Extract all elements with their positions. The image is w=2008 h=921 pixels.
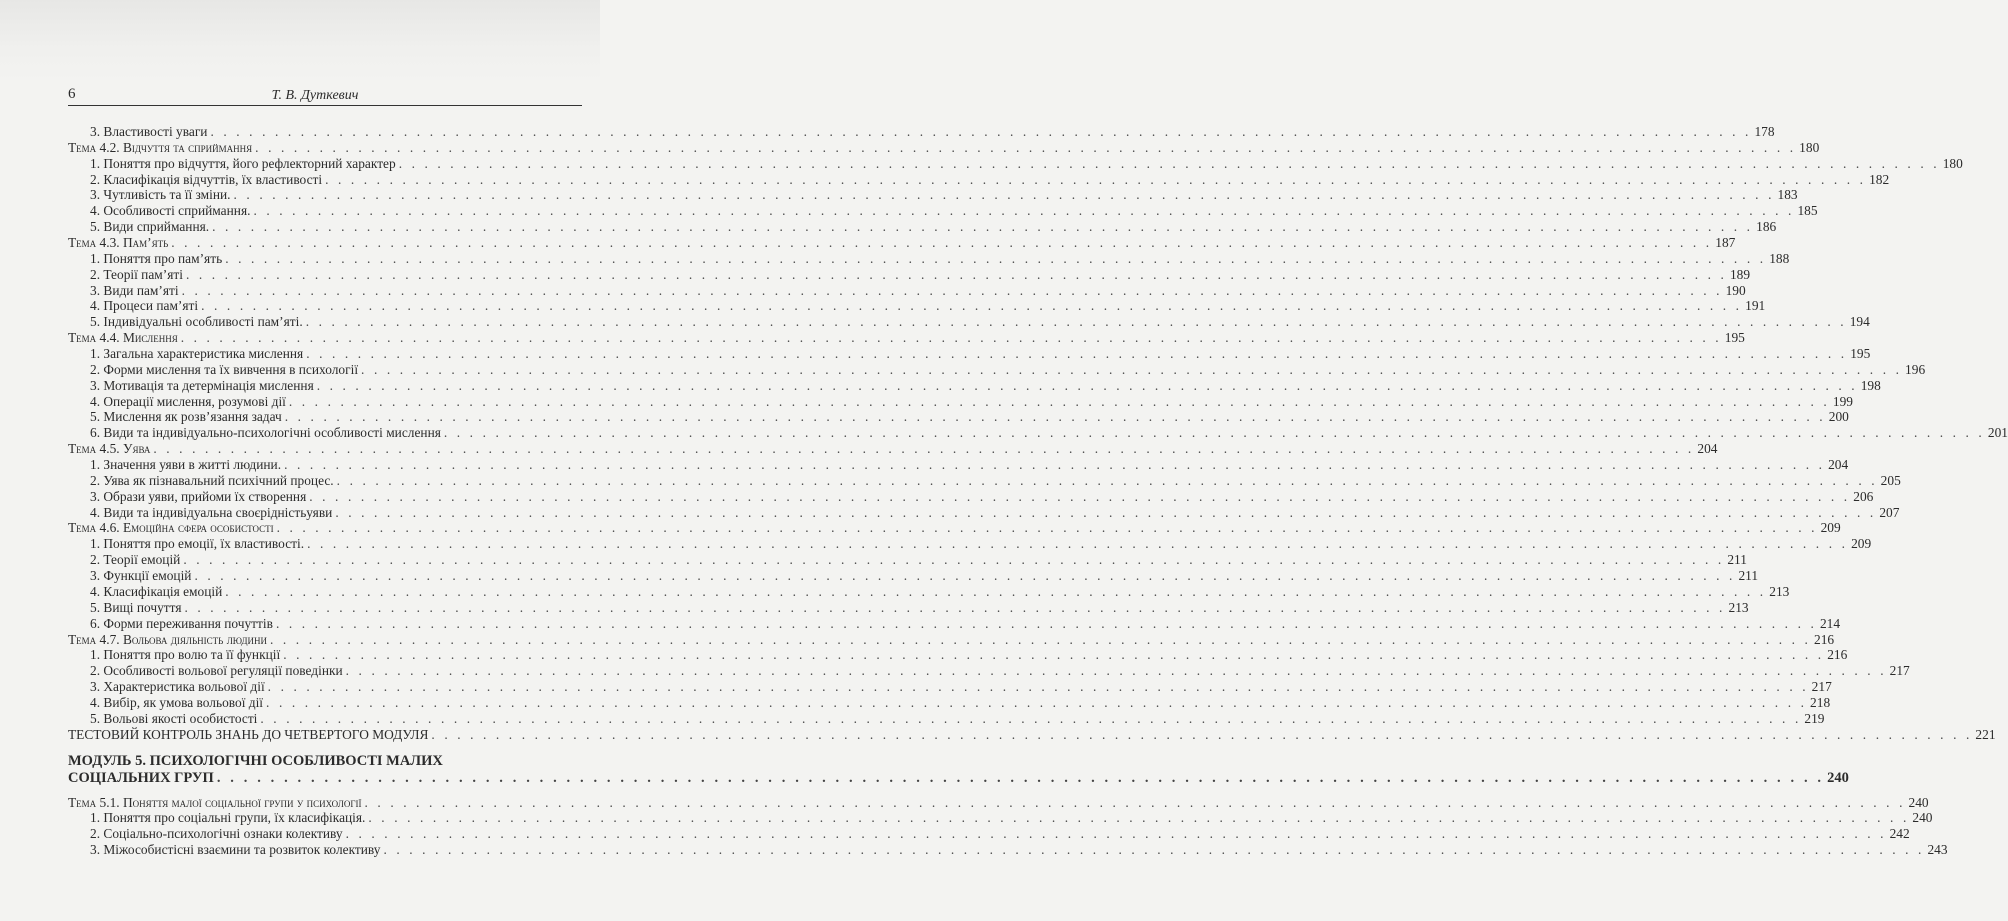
module-title-line2: СОЦІАЛЬНИХ ГРУП [68,769,214,786]
toc-subentry[interactable] [68,810,1933,826]
toc-subentry[interactable] [68,346,1871,362]
dot-leader: . . . . . . . . . . . . . . . . . . . . . . . . . . . . . . . . . . . . . . . . . . . . . . . . . . . . . . . . . . . . . . . . . . . . . . . . . . . . . . . . . . . . . . . . . . . . . . . . . . . . . . . . . . . . . . . . . . . . . . . . [364,794,1906,810]
dot-leader: . . . . . . . . . . . . . . . . . . . . . . . . . . . . . . . . . . . . . . . . . . . . . . . . . . . . . . . . . . . . . . . . . . . . . . . . . . . . . . . . . . . . . . . . . . . . . . . . . . . . . . . . . . . . . . . . . . . . . . . . [275,615,1817,631]
entry-title: 2. Особливості вольової регуляції поведінки [90,663,343,679]
page-number: 6 [68,86,76,102]
dot-leader: . . . . . . . . . . . . . . . . . . . . . . . . . . . . . . . . . . . . . . . . . . . . . . . . . . . . . . . . . . . . . . . . . . . . . . . . . . . . . . . . . . . . . . . . . . . . . . . . . . . . . . . . . . . . . . . . . . . . . . . . [267,679,1809,695]
entry-page: 204 [1828,457,1849,473]
dot-leader: . . . . . . . . . . . . . . . . . . . . . . . . . . . . . . . . . . . . . . . . . . . . . . . . . . . . . . . . . . . . . . . . . . . . . . . . . . . . . . . . . . . . . . . . . . . . . . . . . . . . . . . . . . . . . . . . . . . . . . . . [383,842,1925,858]
dot-leader: . . . . . . . . . . . . . . . . . . . . . . . . . . . . . . . . . . . . . . . . . . . . . . . . . . . . . . . . . . . . . . . . . . . . . . . . . . . . . . . . . . . . . . . . . . . . . . . . . . . . . . . . . . . . . . . . . . . . . . . . [194,568,1736,584]
entry-page: 214 [1819,615,1841,631]
entry-title: ТЕСТОВИЙ КОНТРОЛЬ ЗНАНЬ ДО ЧЕТВЕРТОГО МОДУЛЯ [68,726,429,742]
dot-leader: . . . . . . . . . . . . . . . . . . . . . . . . . . . . . . . . . . . . . . . . . . . . . . . . . . . . . . . . . . . . . . . . . . . . . . . . . . . . . . . . . . . . . . . . . . . . . . . . . . . . . . . . . . . . . . . . . . . . . . . . [305,314,1847,330]
toc-subentry[interactable] [68,377,1881,394]
toc-subentry[interactable] [68,679,1832,695]
entry-title: Тема 4.7. Вольова діяльність людини [68,631,268,647]
toc-topic-entry[interactable] [68,631,1835,648]
dot-leader: . . . . . . . . . . . . . . . . . . . . . . . . . . . . . . . . . . . . . . . . . . . . . . . . . . . . . . . . . . . . . . . . . . . . . . . . . . . . . . . . . . . . . . . . . . . . . . . . . . . . . . . . . . . . . . . . . . . . . . . . [284,409,1826,425]
dot-leader: . . . . . . . . . . . . . . . . . . . . . . . . . . . . . . . . . . . . . . . . . . . . . . . . . . . . . . . . . . . . . . . . . . . . . . . . . . . . . . . . . . . . . . . . . . . . . . . . . . . . . . . . . . . . . . . . . . . . . . . . [181,282,1723,298]
table-of-contents [68,124,2008,858]
toc-list-module-4 [68,124,2008,743]
entry-page: 240 [1912,810,1933,826]
entry-page: 200 [1828,409,1849,425]
toc-topic-entry[interactable] [68,139,1820,156]
entry-page: 195 [1850,346,1871,362]
entry-title: 5. Мислення як розв’язання задач [90,409,282,425]
toc-subentry[interactable] [68,298,1766,314]
entry-page: 209 [1851,536,1872,552]
dot-leader: . . . . . . . . . . . . . . . . . . . . . . . . . . . . . . . . . . . . . . . . . . . . . . . . . . . . . . . . . . . . . . . . . . . . . . . . . . . . . . . . . . . . . . . . . . . . . . . . . . . . . . . . . . . . . . . . . . . . . . . . [306,346,1848,362]
toc-subentry[interactable] [68,615,1841,632]
entry-page: 213 [1769,583,1790,599]
toc-subentry[interactable] [68,826,1910,842]
dot-leader: . . . . . . . . . . . . . . . . . . . . . . . . . . . . . . . . . . . . . . . . . . . . . . . . . . . . . . . . . . . . . . . . . . . . . . . . . . . . . . . . . . . . . . . . . . . . . . . . . . . . . . . . . . . . . . . . . . . . . . . . [180,330,1722,346]
entry-page: 195 [1724,330,1745,346]
entry-page: 221 [1975,726,1996,742]
entry-title: 3. Властивості уваги [90,124,208,139]
entry-page: 180 [1942,155,1963,171]
toc-topic-entry[interactable] [68,441,1718,457]
entry-title: 2. Теорії емоцій [90,552,181,568]
entry-page: 205 [1880,472,1901,488]
entry-title: 5. Індивідуальні особливості пам’яті. [90,314,303,330]
toc-subentry[interactable] [68,250,1790,267]
toc-subentry[interactable] [68,552,1747,568]
dot-leader: . . . . . . . . . . . . . . . . . . . . . . . . . . . . . . . . . . . . . . . . . . . . . . . . . . . . . . . . . . . . . . . . . . . . . . . . . . . . . . . . . . . . . . . . . . . . . . . . . . . . . . . . . . . . . . . . . . . . . . . . [284,457,1826,473]
dot-leader: . . . . . . . . . . . . . . . . . . . . . . . . . . . . . . . . . . . . . . . . . . . . . . . . . . . . . . . . . . . . . . . . . . . . . . . . . . . . . . . . . . . . . . . . . . . . . . . . . . . . . . . . . . . . . . . . . . . . . . . . [216,769,1825,786]
module-title-line1: МОДУЛЬ 5. ПСИХОЛОГІЧНІ ОСОБЛИВОСТІ МАЛИХ [68,752,443,769]
entry-title: 1. Загальна характеристика мислення [90,346,304,362]
entry-page: 242 [1889,826,1910,842]
toc-topic-entry[interactable] [68,520,1841,536]
toc-subentry[interactable] [68,124,1775,140]
toc-subentry[interactable] [68,457,1849,473]
entry-page: 206 [1853,488,1874,504]
toc-subentry[interactable] [68,536,1872,552]
entry-page: 187 [1715,235,1736,251]
toc-subentry[interactable] [68,203,1818,219]
entry-title: 3. Чутливість та її зміни. [90,187,231,203]
entry-title: 1. Поняття про емоції, їх властивості. [90,536,305,552]
dot-leader: . . . . . . . . . . . . . . . . . . . . . . . . . . . . . . . . . . . . . . . . . . . . . . . . . . . . . . . . . . . . . . . . . . . . . . . . . . . . . . . . . . . . . . . . . . . . . . . . . . . . . . . . . . . . . . . . . . . . . . . . [336,472,1878,488]
dot-leader: . . . . . . . . . . . . . . . . . . . . . . . . . . . . . . . . . . . . . . . . . . . . . . . . . . . . . . . . . . . . . . . . . . . . . . . . . . . . . . . . . . . . . . . . . . . . . . . . . . . . . . . . . . . . . . . . . . . . . . . . [398,155,1940,171]
toc-subentry[interactable] [68,663,1910,679]
entry-title: 3. Мотивація та детермінація мислення [90,377,314,393]
entry-title: 3. Образи уяви, прийоми їх створення [90,488,307,504]
toc-subentry[interactable] [68,568,1759,584]
entry-title: 1. Значення уяви в житті людини. [90,457,282,473]
dot-leader: . . . . . . . . . . . . . . . . . . . . . . . . . . . . . . . . . . . . . . . . . . . . . . . . . . . . . . . . . . . . . . . . . . . . . . . . . . . . . . . . . . . . . . . . . . . . . . . . . . . . . . . . . . . . . . . . . . . . . . . . [307,536,1849,552]
toc-subentry[interactable] [68,314,1870,330]
entry-page: 218 [1810,694,1831,710]
dot-leader: . . . . . . . . . . . . . . . . . . . . . . . . . . . . . . . . . . . . . . . . . . . . . . . . . . . . . . . . . . . . . . . . . . . . . . . . . . . . . . . . . . . . . . . . . . . . . . . . . . . . . . . . . . . . . . . . . . . . . . . . [253,203,1795,219]
entry-title: Тема 4.2. Відчуття та сприймання [68,139,253,155]
dot-leader: . . . . . . . . . . . . . . . . . . . . . . . . . . . . . . . . . . . . . . . . . . . . . . . . . . . . . . . . . . . . . . . . . . . . . . . . . . . . . . . . . . . . . . . . . . . . . . . . . . . . . . . . . . . . . . . . . . . . . . . . [185,266,1727,282]
dot-leader: . . . . . . . . . . . . . . . . . . . . . . . . . . . . . . . . . . . . . . . . . . . . . . . . . . . . . . . . . . . . . . . . . . . . . . . . . . . . . . . . . . . . . . . . . . . . . . . . . . . . . . . . . . . . . . . . . . . . . . . . [153,441,1695,457]
entry-page: 199 [1832,393,1853,409]
running-header-author: Т. В. Дуткевич [271,88,359,103]
toc-subentry[interactable] [68,599,1749,616]
toc-subentry[interactable] [68,842,1948,858]
entry-title: 3. Види пам’яті [90,282,179,298]
entry-title: 2. Соціально-психологічні ознаки колективу [90,826,343,842]
toc-subentry[interactable] [68,171,1890,188]
entry-title: 4. Класифікація емоцій [90,583,223,599]
dot-leader: . . . . . . . . . . . . . . . . . . . . . . . . . . . . . . . . . . . . . . . . . . . . . . . . . . . . . . . . . . . . . . . . . . . . . . . . . . . . . . . . . . . . . . . . . . . . . . . . . . . . . . . . . . . . . . . . . . . . . . . . [345,663,1887,679]
entry-title: 5. Вищі почуття [90,599,182,615]
dot-leader: . . . . . . . . . . . . . . . . . . . . . . . . . . . . . . . . . . . . . . . . . . . . . . . . . . . . . . . . . . . . . . . . . . . . . . . . . . . . . . . . . . . . . . . . . . . . . . . . . . . . . . . . . . . . . . . . . . . . . . . . [316,377,1858,393]
toc-subentry[interactable] [68,393,1853,410]
entry-title: 2. Теорії пам’яті [90,266,183,282]
entry-page: 183 [1777,187,1798,203]
entry-page: 217 [1811,679,1832,695]
dot-leader: . . . . . . . . . . . . . . . . . . . . . . . . . . . . . . . . . . . . . . . . . . . . . . . . . . . . . . . . . . . . . . . . . . . . . . . . . . . . . . . . . . . . . . . . . . . . . . . . . . . . . . . . . . . . . . . . . . . . . . . . [212,219,1754,235]
toc-subentry[interactable] [68,282,1746,299]
dot-leader: . . . . . . . . . . . . . . . . . . . . . . . . . . . . . . . . . . . . . . . . . . . . . . . . . . . . . . . . . . . . . . . . . . . . . . . . . . . . . . . . . . . . . . . . . . . . . . . . . . . . . . . . . . . . . . . . . . . . . . . . [270,631,1812,647]
entry-title: 3. Міжособистісні взаємини та розвиток колективу [90,842,381,858]
entry-page: 191 [1745,298,1766,314]
entry-title: 4. Види та індивідуальна своєрідністьуяви [90,504,333,520]
entry-page: 190 [1725,282,1746,298]
dot-leader: . . . . . . . . . . . . . . . . . . . . . . . . . . . . . . . . . . . . . . . . . . . . . . . . . . . . . . . . . . . . . . . . . . . . . . . . . . . . . . . . . . . . . . . . . . . . . . . . . . . . . . . . . . . . . . . . . . . . . . . . [345,826,1887,842]
toc-list-module-5 [68,794,1948,858]
dot-leader: . . . . . . . . . . . . . . . . . . . . . . . . . . . . . . . . . . . . . . . . . . . . . . . . . . . . . . . . . . . . . . . . . . . . . . . . . . . . . . . . . . . . . . . . . . . . . . . . . . . . . . . . . . . . . . . . . . . . . . . . [325,171,1867,187]
toc-subentry[interactable] [68,155,1963,172]
module-title-line2-row[interactable] [68,769,1849,787]
dot-leader: . . . . . . . . . . . . . . . . . . . . . . . . . . . . . . . . . . . . . . . . . . . . . . . . . . . . . . . . . . . . . . . . . . . . . . . . . . . . . . . . . . . . . . . . . . . . . . . . . . . . . . . . . . . . . . . . . . . . . . . . [288,393,1830,409]
entry-page: 216 [1814,631,1835,647]
entry-page: 182 [1869,171,1890,187]
entry-title: 2. Форми мислення та їх вивчення в психології [90,361,359,377]
toc-subentry[interactable] [68,488,1874,505]
dot-leader: . . . . . . . . . . . . . . . . . . . . . . . . . . . . . . . . . . . . . . . . . . . . . . . . . . . . . . . . . . . . . . . . . . . . . . . . . . . . . . . . . . . . . . . . . . . . . . . . . . . . . . . . . . . . . . . . . . . . . . . . [309,488,1851,504]
entry-page: 216 [1827,647,1848,663]
header-rule [68,105,582,106]
toc-subentry[interactable] [68,219,1777,235]
entry-page: 211 [1738,568,1759,584]
entry-title: 5. Види сприймання. [90,219,210,235]
toc-subentry[interactable] [68,187,1798,203]
entry-page: 213 [1728,599,1749,615]
toc-topic-entry[interactable] [68,794,1929,811]
toc-test-entry[interactable] [68,726,1996,743]
entry-title: 5. Вольові якості особистості [90,710,258,726]
entry-title: Тема 4.6. Емоційна сфера особистості [68,520,274,536]
dot-leader: . . . . . . . . . . . . . . . . . . . . . . . . . . . . . . . . . . . . . . . . . . . . . . . . . . . . . . . . . . . . . . . . . . . . . . . . . . . . . . . . . . . . . . . . . . . . . . . . . . . . . . . . . . . . . . . . . . . . . . . . [431,726,1973,742]
dot-leader: . . . . . . . . . . . . . . . . . . . . . . . . . . . . . . . . . . . . . . . . . . . . . . . . . . . . . . . . . . . . . . . . . . . . . . . . . . . . . . . . . . . . . . . . . . . . . . . . . . . . . . . . . . . . . . . . . . . . . . . . [266,694,1808,710]
entry-page: 243 [1927,842,1948,858]
entry-title: Тема 4.4. Мислення [68,330,178,346]
entry-page: 198 [1860,377,1881,393]
entry-title: 1. Поняття про пам’ять [90,250,223,266]
entry-page: 211 [1727,552,1747,568]
entry-title: 6. Форми переживання почуттів [90,615,273,631]
dot-leader: . . . . . . . . . . . . . . . . . . . . . . . . . . . . . . . . . . . . . . . . . . . . . . . . . . . . . . . . . . . . . . . . . . . . . . . . . . . . . . . . . . . . . . . . . . . . . . . . . . . . . . . . . . . . . . . . . . . . . . . . [276,520,1818,536]
dot-leader: . . . . . . . . . . . . . . . . . . . . . . . . . . . . . . . . . . . . . . . . . . . . . . . . . . . . . . . . . . . . . . . . . . . . . . . . . . . . . . . . . . . . . . . . . . . . . . . . . . . . . . . . . . . . . . . . . . . . . . . . [210,124,1752,139]
dot-leader: . . . . . . . . . . . . . . . . . . . . . . . . . . . . . . . . . . . . . . . . . . . . . . . . . . . . . . . . . . . . . . . . . . . . . . . . . . . . . . . . . . . . . . . . . . . . . . . . . . . . . . . . . . . . . . . . . . . . . . . . [283,647,1825,663]
toc-subentry[interactable] [68,583,1790,600]
entry-title: 3. Функції емоцій [90,568,192,584]
toc-subentry[interactable] [68,361,1926,378]
entry-page: 219 [1804,710,1825,726]
toc-topic-entry[interactable] [68,330,1745,346]
page-bleed-through [0,0,600,80]
entry-title: 2. Класифікація відчуттів, їх властивості [90,171,323,187]
entry-title: 1. Поняття про соціальні групи, їх класифікація. [90,810,366,826]
toc-subentry[interactable] [68,472,1901,489]
entry-page: 196 [1905,361,1926,377]
toc-topic-entry[interactable] [68,235,1736,251]
toc-subentry[interactable] [68,647,1848,663]
toc-subentry[interactable] [68,266,1751,283]
toc-subentry[interactable] [68,504,1900,521]
entry-page: 180 [1799,139,1820,155]
dot-leader: . . . . . . . . . . . . . . . . . . . . . . . . . . . . . . . . . . . . . . . . . . . . . . . . . . . . . . . . . . . . . . . . . . . . . . . . . . . . . . . . . . . . . . . . . . . . . . . . . . . . . . . . . . . . . . . . . . . . . . . . [255,139,1797,155]
entry-title: 3. Характеристика вольової дії [90,679,265,695]
entry-page: 186 [1756,219,1777,235]
entry-title: 4. Особливості сприймання. [90,203,251,219]
toc-module-heading [68,752,1849,787]
module-page: 240 [1827,769,1849,786]
toc-subentry[interactable] [68,710,1825,727]
dot-leader: . . . . . . . . . . . . . . . . . . . . . . . . . . . . . . . . . . . . . . . . . . . . . . . . . . . . . . . . . . . . . . . . . . . . . . . . . . . . . . . . . . . . . . . . . . . . . . . . . . . . . . . . . . . . . . . . . . . . . . . . [225,583,1767,599]
dot-leader: . . . . . . . . . . . . . . . . . . . . . . . . . . . . . . . . . . . . . . . . . . . . . . . . . . . . . . . . . . . . . . . . . . . . . . . . . . . . . . . . . . . . . . . . . . . . . . . . . . . . . . . . . . . . . . . . . . . . . . . . [183,552,1725,568]
dot-leader: . . . . . . . . . . . . . . . . . . . . . . . . . . . . . . . . . . . . . . . . . . . . . . . . . . . . . . . . . . . . . . . . . . . . . . . . . . . . . . . . . . . . . . . . . . . . . . . . . . . . . . . . . . . . . . . . . . . . . . . . [233,187,1775,203]
entry-title: 4. Операції мислення, розумові дії [90,393,286,409]
dot-leader: . . . . . . . . . . . . . . . . . . . . . . . . . . . . . . . . . . . . . . . . . . . . . . . . . . . . . . . . . . . . . . . . . . . . . . . . . . . . . . . . . . . . . . . . . . . . . . . . . . . . . . . . . . . . . . . . . . . . . . . . [184,599,1726,615]
entry-page: 188 [1769,250,1790,266]
dot-leader: . . . . . . . . . . . . . . . . . . . . . . . . . . . . . . . . . . . . . . . . . . . . . . . . . . . . . . . . . . . . . . . . . . . . . . . . . . . . . . . . . . . . . . . . . . . . . . . . . . . . . . . . . . . . . . . . . . . . . . . . [335,504,1877,520]
entry-title: Тема 4.3. Пам’ять [68,235,169,251]
entry-title: 1. Поняття про волю та її функції [90,647,281,663]
dot-leader: . . . . . . . . . . . . . . . . . . . . . . . . . . . . . . . . . . . . . . . . . . . . . . . . . . . . . . . . . . . . . . . . . . . . . . . . . . . . . . . . . . . . . . . . . . . . . . . . . . . . . . . . . . . . . . . . . . . . . . . . [361,361,1903,377]
entry-page: 240 [1908,794,1929,810]
dot-leader: . . . . . . . . . . . . . . . . . . . . . . . . . . . . . . . . . . . . . . . . . . . . . . . . . . . . . . . . . . . . . . . . . . . . . . . . . . . . . . . . . . . . . . . . . . . . . . . . . . . . . . . . . . . . . . . . . . . . . . . . [201,298,1743,314]
dot-leader: . . . . . . . . . . . . . . . . . . . . . . . . . . . . . . . . . . . . . . . . . . . . . . . . . . . . . . . . . . . . . . . . . . . . . . . . . . . . . . . . . . . . . . . . . . . . . . . . . . . . . . . . . . . . . . . . . . . . . . . . [368,810,1910,826]
entry-title: 1. Поняття про відчуття, його рефлекторний характер [90,155,396,171]
entry-page: 185 [1797,203,1818,219]
toc-subentry[interactable] [68,409,1849,425]
entry-page: 209 [1820,520,1841,536]
dot-leader: . . . . . . . . . . . . . . . . . . . . . . . . . . . . . . . . . . . . . . . . . . . . . . . . . . . . . . . . . . . . . . . . . . . . . . . . . . . . . . . . . . . . . . . . . . . . . . . . . . . . . . . . . . . . . . . . . . . . . . . . [443,425,1985,441]
entry-title: Тема 4.5. Уява [68,441,151,457]
entry-page: 217 [1889,663,1910,679]
dot-leader: . . . . . . . . . . . . . . . . . . . . . . . . . . . . . . . . . . . . . . . . . . . . . . . . . . . . . . . . . . . . . . . . . . . . . . . . . . . . . . . . . . . . . . . . . . . . . . . . . . . . . . . . . . . . . . . . . . . . . . . . [260,710,1802,726]
entry-page: 178 [1754,124,1775,139]
entry-title: 2. Уява як пізнавальний психічний процес. [90,472,334,488]
entry-title: 4. Процеси пам’яті [90,298,199,314]
entry-title: Тема 5.1. Поняття малої соціальної групи у психології [68,794,362,810]
toc-subentry[interactable] [68,425,2008,441]
entry-page: 201 [1987,425,2008,441]
entry-title: 4. Вибір, як умова вольової дії [90,694,264,710]
entry-page: 207 [1879,504,1900,520]
dot-leader: . . . . . . . . . . . . . . . . . . . . . . . . . . . . . . . . . . . . . . . . . . . . . . . . . . . . . . . . . . . . . . . . . . . . . . . . . . . . . . . . . . . . . . . . . . . . . . . . . . . . . . . . . . . . . . . . . . . . . . . . [225,250,1767,266]
toc-subentry[interactable] [68,694,1831,711]
dot-leader: . . . . . . . . . . . . . . . . . . . . . . . . . . . . . . . . . . . . . . . . . . . . . . . . . . . . . . . . . . . . . . . . . . . . . . . . . . . . . . . . . . . . . . . . . . . . . . . . . . . . . . . . . . . . . . . . . . . . . . . . [171,235,1713,251]
entry-page: 204 [1697,441,1718,457]
entry-page: 194 [1849,314,1870,330]
entry-title: 6. Види та індивідуально-психологічні особливості мислення [90,425,441,441]
entry-page: 189 [1729,266,1751,282]
